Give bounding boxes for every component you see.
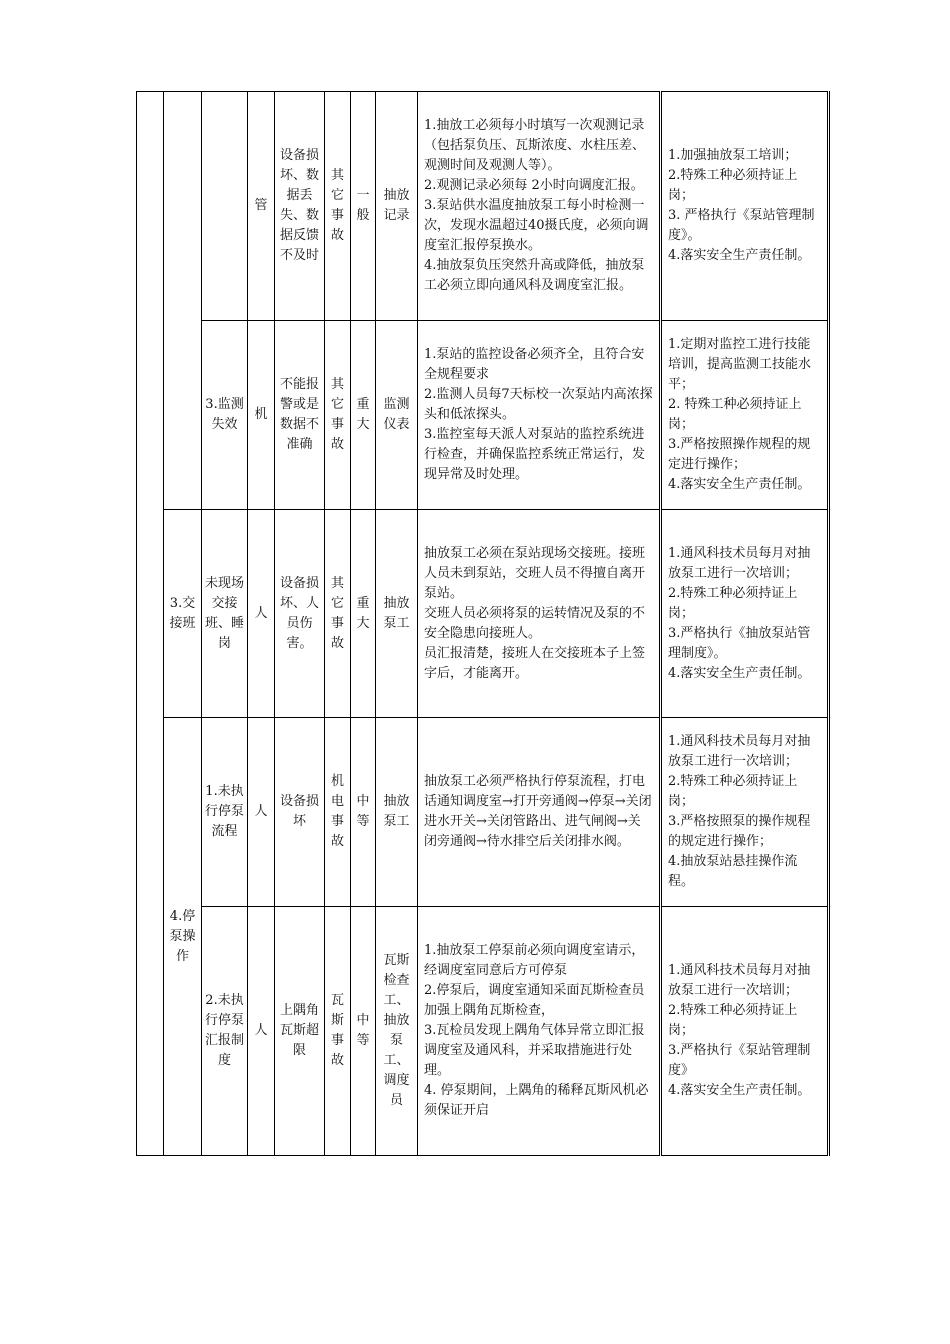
- measures-cell: 抽放泵工必须严格执行停泵流程，打电话通知调度室→打开旁通阀→停泵→关闭进水开关→关闭管路出、进气闸阀→关闭旁通阀→待水排空后关闭排水阀。: [418, 718, 661, 907]
- consequence-cell: 设备损坏、人员伤害。: [275, 510, 325, 718]
- step-cell-continued: [164, 92, 202, 510]
- level-cell: 重大: [351, 510, 376, 718]
- controls-cell: 1.通风科技术员每月对抽放泵工进行一次培训； 2.特殊工种必须持证上岗； 3.严格执行《抽放泵站管理制度》。 4.落实安全生产责任制。: [661, 510, 829, 718]
- outer-blank-cell: [137, 92, 164, 1156]
- table-row: [137, 907, 829, 1156]
- table-row: [137, 321, 829, 510]
- category-cell: 其它事故: [325, 510, 351, 718]
- step-cell: 4.停泵操作: [164, 718, 202, 1156]
- post-cell: 抽放记录: [376, 92, 418, 321]
- step-cell: 3.交接班: [164, 510, 202, 718]
- type-cell: 人: [248, 718, 275, 907]
- measures-cell: 抽放泵工必须在泵站现场交接班。接班人员未到泵站，交班人员不得擅自离开泵站。 交班人员必须将泵的运转情况及泵的不安全隐患向接班人。 员汇报清楚，接班人在交接班本子上签字后，才能离开。: [418, 510, 661, 718]
- risk-control-table: [136, 91, 830, 1156]
- table-row: [137, 92, 829, 321]
- measures-cell: 1.抽放泵工停泵前必须向调度室请示，经调度室同意后方可停泵 2.停泵后，调度室通知采面瓦斯检查员加强上隅角瓦斯检查， 3.瓦检员发现上隅角气体异常立即汇报调度室及通风科，并采取措施进行处理。 4. 停泵期间，上隅角的稀释瓦斯风机必须保证开启: [418, 907, 661, 1156]
- consequence-cell: 设备损坏、数据丢失、数据反馈不及时: [275, 92, 325, 321]
- consequence-cell: 设备损坏: [275, 718, 325, 907]
- level-cell: 重大: [351, 321, 376, 510]
- type-cell: 人: [248, 510, 275, 718]
- controls-cell: 1.加强抽放泵工培训； 2.特殊工种必须持证上岗； 3. 严格执行《泵站管理制度》。 4.落实安全生产责任制。: [661, 92, 829, 321]
- consequence-cell: 不能报警或是数据不准确: [275, 321, 325, 510]
- type-cell: 人: [248, 907, 275, 1156]
- category-cell: 机电事故: [325, 718, 351, 907]
- controls-cell: 1.通风科技术员每月对抽放泵工进行一次培训； 2.特殊工种必须持证上岗； 3.严格执行《泵站管理制度》 4.落实安全生产责任制。: [661, 907, 829, 1156]
- table-row: [137, 718, 829, 907]
- hazard-cell: 3.监测失效: [202, 321, 248, 510]
- category-cell: 瓦斯事故: [325, 907, 351, 1156]
- type-cell: 机: [248, 321, 275, 510]
- consequence-cell: 上隅角瓦斯超限: [275, 907, 325, 1156]
- controls-cell: 1.通风科技术员每月对抽放泵工进行一次培训； 2.特殊工种必须持证上岗； 3.严格按照泵的操作规程的规定进行操作； 4.抽放泵站悬挂操作流程。: [661, 718, 829, 907]
- post-cell: 抽放泵工: [376, 510, 418, 718]
- hazard-cell: 1.未执行停泵流程: [202, 718, 248, 907]
- hazard-cell: [202, 92, 248, 321]
- post-cell: 监测仪表: [376, 321, 418, 510]
- post-cell: 抽放泵工: [376, 718, 418, 907]
- level-cell: 中等: [351, 907, 376, 1156]
- measures-cell: 1.泵站的监控设备必须齐全，且符合安全规程要求 2.监测人员每7天标校一次泵站内高浓探头和低浓探头。 3.监控室每天派人对泵站的监控系统进行检查，并确保监控系统正常运行，发现异常及时处理。: [418, 321, 661, 510]
- post-cell: 瓦斯检查工、抽放泵工、调度员: [376, 907, 418, 1156]
- hazard-cell: 2.未执行停泵汇报制度: [202, 907, 248, 1156]
- hazard-cell: 未现场交接班、睡岗: [202, 510, 248, 718]
- table-row: [137, 510, 829, 718]
- category-cell: 其它事故: [325, 321, 351, 510]
- type-cell: 管: [248, 92, 275, 321]
- controls-cell: 1.定期对监控工进行技能培训，提高监测工技能水平； 2. 特殊工种必须持证上岗； 3.严格按照操作规程的规定进行操作； 4.落实安全生产责任制。: [661, 321, 829, 510]
- level-cell: 一般: [351, 92, 376, 321]
- level-cell: 中等: [351, 718, 376, 907]
- measures-cell: 1.抽放工必须每小时填写一次观测记录（包括泵负压、瓦斯浓度、水柱压差、观测时间及观测人等）。 2.观测记录必须每 2小时向调度汇报。 3.泵站供水温度抽放泵工每小时检测一次，发现水温超过40摄氏度，必须向调度室汇报停泵换水。 4.抽放泵负压突然升高或降低，抽放泵工必须立即向通风科及调度室汇报。: [418, 92, 661, 321]
- category-cell: 其它事故: [325, 92, 351, 321]
